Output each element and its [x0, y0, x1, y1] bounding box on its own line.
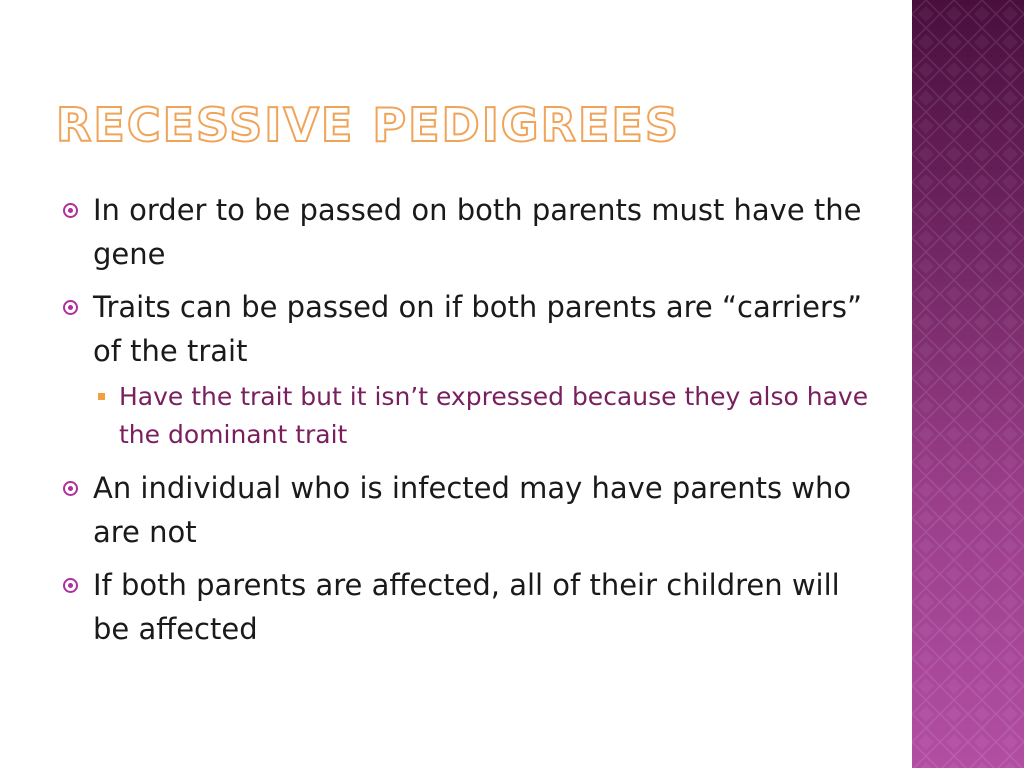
square-bullet-icon — [98, 393, 105, 400]
bullet-list — [60, 188, 880, 660]
circled-dot-icon — [63, 300, 78, 315]
sub-bullet-item — [92, 378, 880, 454]
circled-dot-icon — [63, 578, 78, 593]
decorative-side-band — [912, 0, 1024, 768]
bullet-text: An individual who is infected may have parents who are not — [93, 471, 852, 549]
bullet-item — [60, 466, 880, 554]
bullet-item — [60, 563, 880, 651]
bullet-text: In order to be passed on both parents must have the gene — [93, 193, 862, 271]
slide-title: RECESSIVE PEDIGREES — [56, 98, 680, 152]
bullet-text: Traits can be passed on if both parents are “carriers” of the trait — [93, 290, 863, 368]
bullet-item — [60, 285, 880, 373]
circled-dot-icon — [63, 481, 78, 496]
diamond-pattern — [912, 0, 1024, 768]
bullet-item — [60, 188, 880, 276]
circled-dot-icon — [63, 203, 78, 218]
bullet-text: If both parents are affected, all of their children will be affected — [93, 568, 840, 646]
sub-bullet-text: Have the trait but it isn’t expressed because they also have the dominant trait — [119, 382, 869, 449]
